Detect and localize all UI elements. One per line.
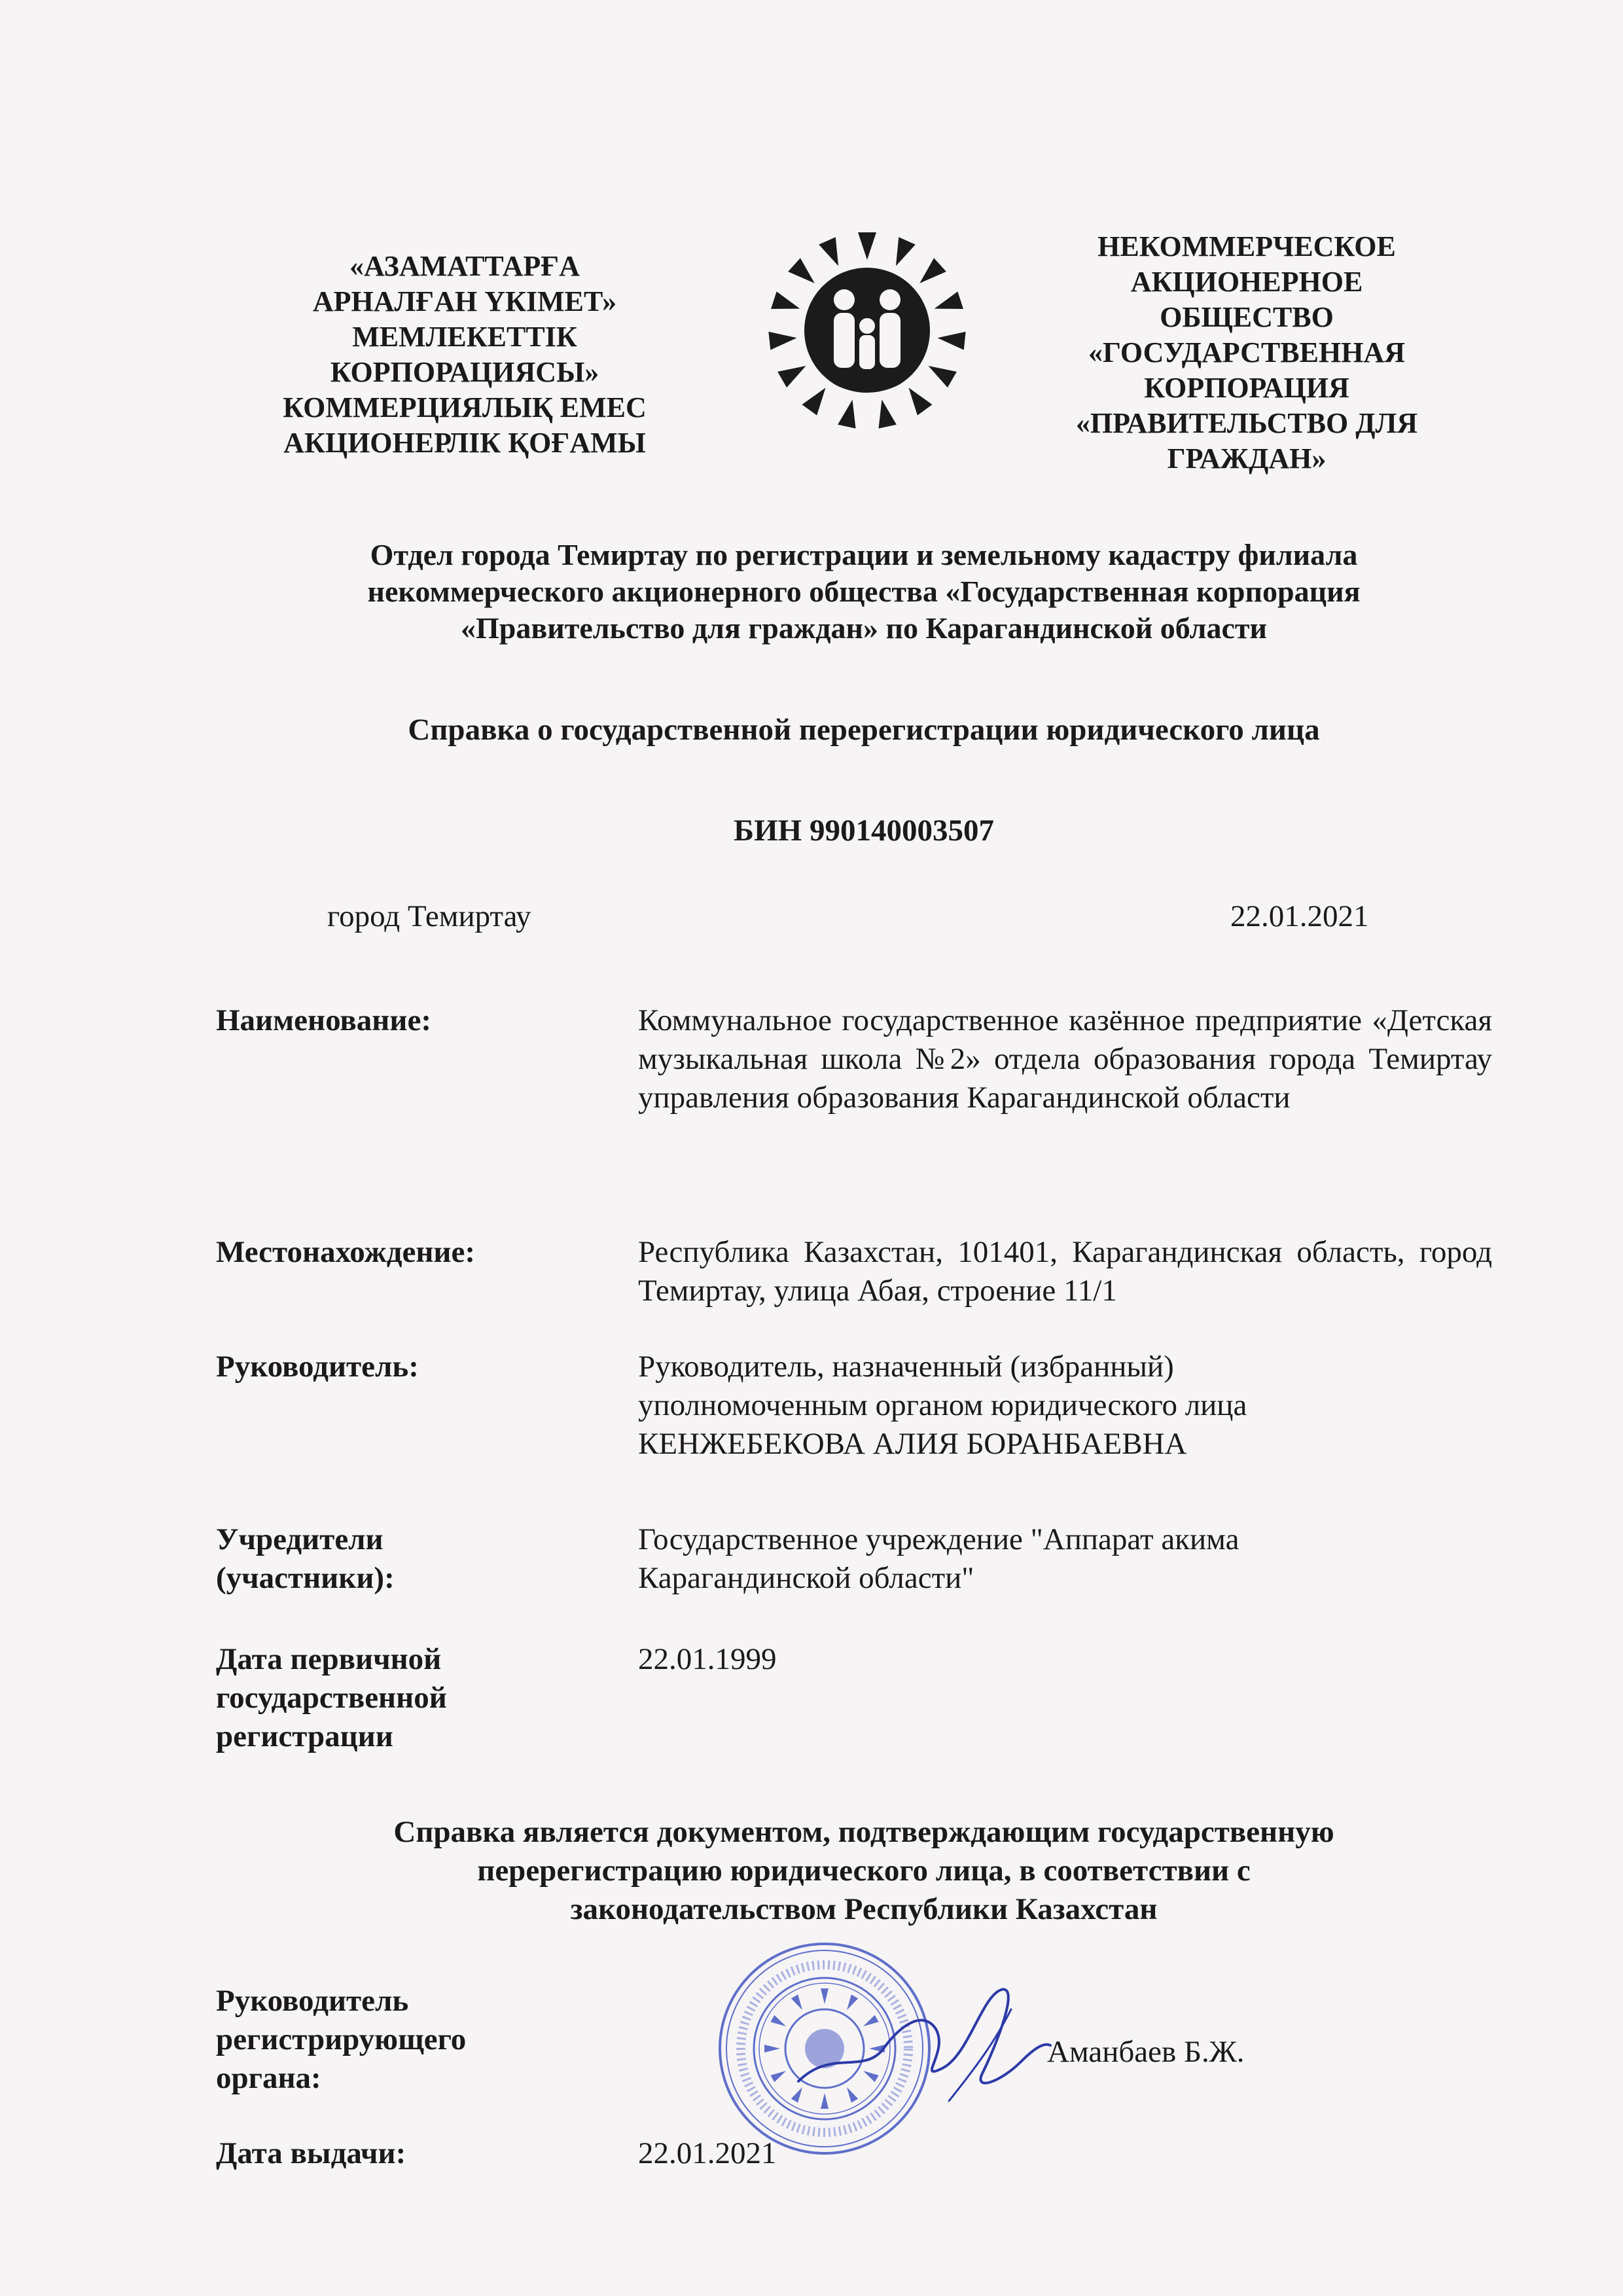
corporation-logo-icon — [759, 223, 975, 439]
field-label: Наименование: — [216, 1003, 431, 1037]
field-value: 22.01.2021 — [638, 2136, 777, 2170]
bin-number: БИН 990140003507 — [734, 814, 994, 848]
field-label-line: государственной — [216, 1681, 447, 1715]
statement-line: перерегистрацию юридического лица, в соответствии с — [477, 1854, 1251, 1888]
field-label: Руководитель: — [216, 1350, 419, 1384]
field-label-line: регистрации — [216, 1719, 393, 1753]
document-date: 22.01.2021 — [1230, 899, 1369, 933]
legal-statement — [216, 1813, 1512, 1929]
certificate-title: Справка о государственной перерегистрации юридического лица — [408, 713, 1320, 747]
org-ru-line: НЕКОММЕРЧЕСКОЕ — [1097, 230, 1396, 262]
org-name-kazakh — [216, 249, 713, 461]
field-label-line: регистрирующего — [216, 2022, 467, 2056]
signature-icon — [785, 1970, 1060, 2121]
field-label — [216, 1982, 609, 2098]
org-ru-line: «ГОСУДАРСТВЕННАЯ — [1088, 336, 1405, 368]
org-ru-line: ГРАЖДАН» — [1167, 442, 1327, 475]
field-value-line: уполномоченным органом юридического лица — [638, 1388, 1247, 1422]
registrar-name: Аманбаев Б.Ж. — [1047, 2035, 1245, 2069]
field-value: Коммунальное государственное казённое предприятие «Детская музыкальная школа №2» отдела образования города Темиртау управления образования Карагандинской области — [638, 1003, 1492, 1115]
org-ru-line: ОБЩЕСТВО — [1160, 301, 1334, 333]
field-label-line: Руководитель — [216, 1984, 409, 2018]
org-kz-line: КОРПОРАЦИЯСЫ» — [330, 356, 599, 388]
field-value — [638, 1520, 1492, 1598]
department-title — [216, 537, 1512, 647]
statement-line: законодательством Республики Казахстан — [570, 1892, 1158, 1926]
field-value-line: Карагандинской области" — [638, 1561, 974, 1595]
field-value — [638, 1348, 1492, 1463]
field-label: Дата выдачи: — [216, 2136, 406, 2170]
org-kz-line: «АЗАМАТТАРҒА — [349, 250, 580, 282]
org-kz-line: КОММЕРЦИЯЛЫҚ ЕМЕС — [283, 391, 647, 423]
department-line: некоммерческого акционерного общества «Государственная корпорация — [367, 575, 1361, 608]
field-label-line: органа: — [216, 2061, 321, 2095]
org-kz-line: МЕМЛЕКЕТТІК — [352, 321, 577, 353]
statement-line: Справка является документом, подтверждающим государственную — [393, 1815, 1334, 1849]
department-line: «Правительство для граждан» по Карагандинской области — [461, 611, 1267, 645]
org-kz-line: АКЦИОНЕРЛІК ҚОҒАМЫ — [283, 427, 646, 459]
field-label — [216, 1520, 609, 1598]
field-label — [216, 1640, 609, 1756]
department-line: Отдел города Темиртау по регистрации и земельному кадастру филиала — [370, 538, 1358, 571]
city: город Темиртау — [327, 899, 531, 933]
field-label-line: Учредители — [216, 1522, 383, 1556]
org-name-russian — [1034, 229, 1459, 476]
org-kz-line: АРНАЛҒАН ҮКІМЕТ» — [312, 285, 617, 317]
field-label-line: (участники): — [216, 1561, 395, 1595]
org-ru-line: АКЦИОНЕРНОЕ — [1130, 266, 1363, 298]
field-value: Республика Казахстан, 101401, Карагандинская область, город Темиртау, улица Абая, строение 11/1 — [638, 1235, 1492, 1308]
field-label-line: Дата первичной — [216, 1642, 442, 1676]
field-value: 22.01.1999 — [638, 1642, 777, 1676]
org-ru-line: КОРПОРАЦИЯ — [1144, 372, 1349, 404]
field-label: Местонахождение: — [216, 1235, 476, 1269]
field-value-line: Руководитель, назначенный (избранный) — [638, 1350, 1174, 1384]
org-ru-line: «ПРАВИТЕЛЬСТВО ДЛЯ — [1075, 407, 1418, 439]
field-value-line: Государственное учреждение "Аппарат акима — [638, 1522, 1240, 1556]
field-value-line: КЕНЖЕБЕКОВА АЛИЯ БОРАНБАЕВНА — [638, 1427, 1187, 1461]
